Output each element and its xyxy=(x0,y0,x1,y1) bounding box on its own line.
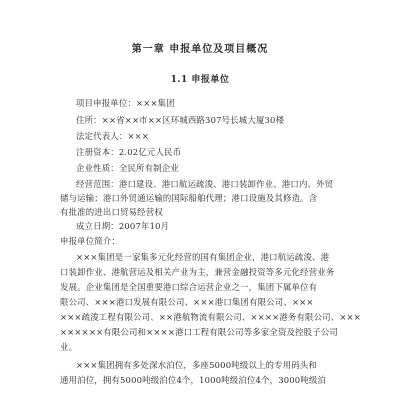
nature-line: 企业性质：全民所有制企业 xyxy=(76,163,179,173)
scope-line-1: 经营范围：港口建设、港口航运疏浚、港口装卸作业、港口内、外贸 xyxy=(76,179,334,189)
intro-para-line-5: ×××疏浚工程有限公司、××港航物流有限公司、××××港务有限公司、××× xyxy=(60,312,361,322)
legal-rep-line: 法定代表人：××× xyxy=(76,131,150,141)
intro-para-line-3: 发展。企业集团是全国重要港口综合运营企业之一，集团下属单位有 xyxy=(60,282,318,292)
intro-heading-line: 申报单位简介： xyxy=(60,236,121,246)
applicant-line: 项目申报单位：×××集团 xyxy=(76,98,175,108)
intro-para-line-4: 限公司、×××港口发展有限公司、×××港口集团有限公司、××× xyxy=(60,297,314,307)
scope-line-3: 有批准的进出口贸易经营权 xyxy=(60,207,163,217)
intro-para-line-6: ××××××有限公司和××××港口工程有限公司等多家全资及控股子公司 xyxy=(60,327,338,337)
intro-para-line-7: 业。 xyxy=(60,342,78,352)
facility-para-line-1: ×××集团拥有多处深水泊位，多座5000吨级以上的专用码头和 xyxy=(76,360,317,370)
scope-line-2: 储与运输；港口外贸通运输的国际船舶代理；港口设施及其修造。含 xyxy=(60,193,318,203)
section-title: 1.1 申报单位 xyxy=(170,75,230,85)
chapter-title: 第一章 申报单位及项目概况 xyxy=(131,44,269,55)
founded-line: 成立日期：2007年10月 xyxy=(76,221,170,231)
intro-para-line-1: ×××集团是一家集多元化经营的国有集团企业，港口航运疏浚、港 xyxy=(76,252,330,262)
facility-para-line-2: 通用泊位，拥有5000吨级泊位4个，1000吨级泊位4个，3000吨级泊 xyxy=(60,375,327,385)
capital-line: 注册资本：2.02亿元人民币 xyxy=(76,147,182,157)
address-line: 住所：××省××市××区环城西路307号长城大厦30楼 xyxy=(76,115,285,125)
intro-para-line-2: 口装卸作业、港航营运及相关产业为主，兼营金融投资等多元化经营业务 xyxy=(60,267,335,277)
